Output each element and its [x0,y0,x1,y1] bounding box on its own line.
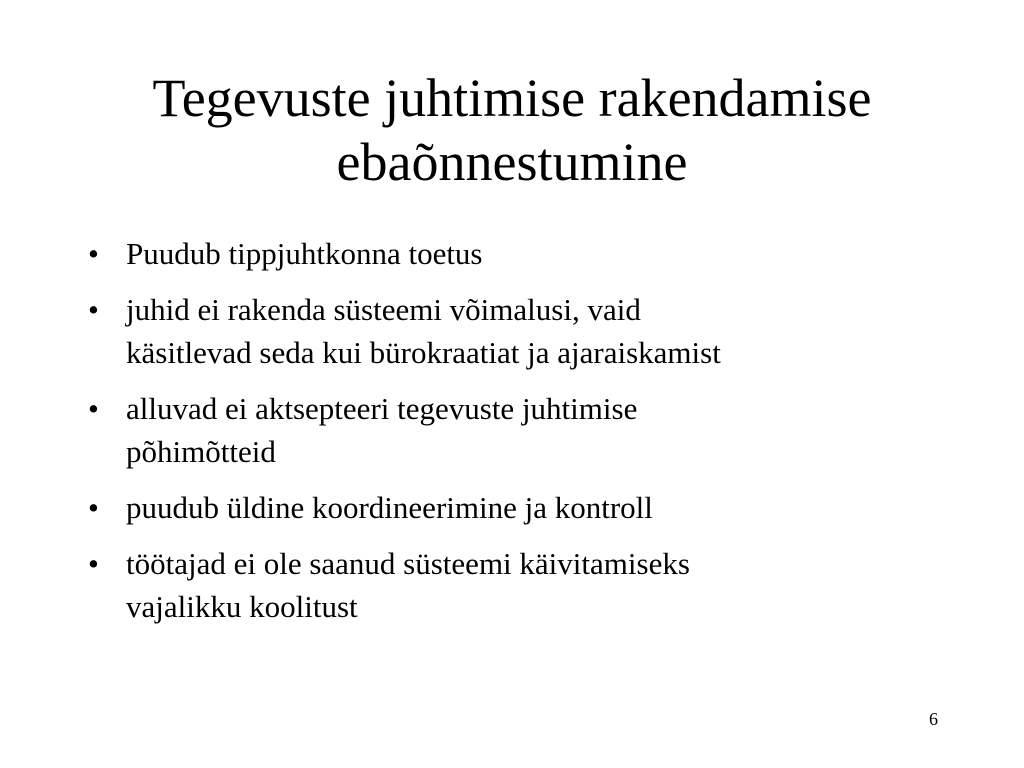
bullet-text [126,232,948,275]
slide-title [40,66,984,194]
bullet-list [88,232,948,641]
bullet-line: vajalikku koolitust [126,589,358,624]
bullet-icon: • [88,490,99,525]
bullet-text [126,387,948,473]
bullet-item [88,232,948,275]
bullet-line: alluvad ei aktsepteeri tegevuste juhtimise [126,391,638,426]
bullet-line: töötajad ei ole saanud süsteemi käivitamiseks [126,546,690,581]
bullet-icon: • [88,391,99,426]
bullet-line: juhid ei rakenda süsteemi võimalusi, vaid [126,292,641,327]
bullet-line: põhimõtteid [126,434,276,469]
bullet-text [126,542,948,628]
bullet-item [88,542,948,628]
bullet-icon: • [88,236,99,271]
bullet-item [88,486,948,529]
bullet-line: puudub üldine koordineerimine ja kontroll [126,490,653,525]
bullet-line: käsitlevad seda kui bürokraatiat ja ajaraiskamist [126,335,721,370]
page-number: 6 [929,709,938,729]
bullet-item [88,288,948,374]
bullet-icon: • [88,546,99,581]
bullet-text [126,288,948,374]
bullet-icon: • [88,292,99,327]
slide-title-line: ebaõnnestumine [336,132,688,192]
bullet-item [88,387,948,473]
bullet-line: Puudub tippjuhtkonna toetus [126,236,483,271]
bullet-text [126,486,948,529]
slide-title-line: Tegevuste juhtimise rakendamise [152,68,872,128]
